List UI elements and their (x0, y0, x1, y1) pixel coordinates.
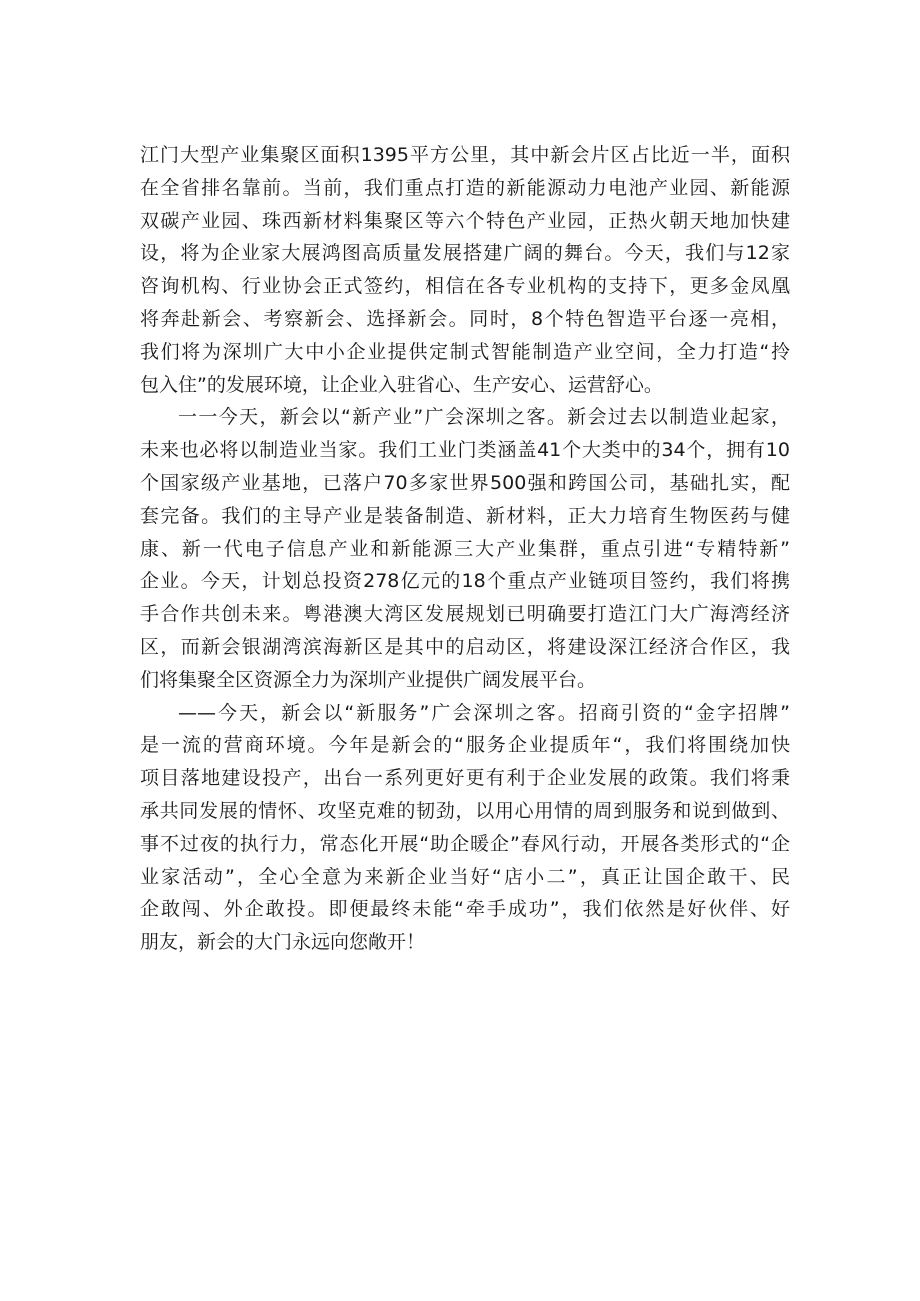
text-line: 包入住”的发展环境，让企业入驻省心、生产安心、运营舒心。 (140, 373, 663, 396)
text-line: 将奔赴新会、考察新会、选择新会。同时，8个特色智造平台逐一亮相， (140, 307, 790, 330)
paragraph-3 (140, 697, 790, 959)
text-line: 承共同发展的情怀、攻坚克难的韧劲，以用心用情的周到服务和说到做到、 (140, 799, 790, 822)
text-line: 双碳产业园、珠西新材料集聚区等六个特色产业园，正热火朝天地加快建 (140, 209, 790, 232)
text-line: 朋友，新会的大门永远向您敞开！ (140, 931, 426, 954)
text-line: 在全省排名靠前。当前，我们重点打造的新能源动力电池产业园、新能源 (140, 176, 790, 199)
paragraph-2 (140, 401, 790, 696)
text-line: 设，将为企业家大展鸿图高质量发展搭建广阔的舞台。今天，我们与12家 (140, 242, 790, 265)
text-line: 江门大型产业集聚区面积1395平方公里，其中新会片区占比近一半，面积 (140, 144, 790, 166)
text-line: 未来也必将以制造业当家。我们工业门类涵盖41个大类中的34个，拥有10 (140, 439, 790, 462)
text-line: 个国家级产业基地，已落户70多家世界500强和跨国公司，基础扎实，配 (140, 471, 790, 494)
text-line: 事不过夜的执行力，常态化开展“助企暖企”春风行动，开展各类形式的“企 (140, 832, 790, 855)
text-line: 手合作共创未来。粤港澳大湾区发展规划已明确要打造江门大广海湾经济 (140, 603, 790, 626)
text-line: 是一流的营商环境。今年是新会的“服务企业提质年“，我们将围绕加快 (140, 734, 790, 757)
text-line: 康、新一代电子信息产业和新能源三大产业集群，重点引进“专精特新” (140, 537, 790, 560)
text-line: 项目落地建设投产，出台一系列更好更有利于企业发展的政策。我们将秉 (140, 767, 790, 790)
text-line: 区，而新会银湖湾滨海新区是其中的启动区，将建设深江经济合作区，我 (140, 635, 790, 658)
text-line: 我们将为深圳广大中小企业提供定制式智能制造产业空间，全力打造“拎 (140, 340, 790, 363)
text-line: 咨询机构、行业协会正式签约，相信在各专业机构的支持下，更多金凤凰 (140, 275, 790, 298)
document-body (140, 139, 790, 959)
text-line: 企敢闯、外企敢投。即便最终未能“牵手成功”，我们依然是好伙伴、好 (140, 898, 790, 921)
paragraph-1 (140, 139, 790, 401)
text-line: 套完备。我们的主导产业是装备制造、新材料，正大力培育生物医药与健 (140, 504, 790, 527)
text-line: 业家活动”，全心全意为来新企业当好“店小二”，真正让国企敢干、民 (140, 865, 790, 888)
text-line: 一一今天，新会以“新产业”广会深圳之客。新会过去以制造业起家， (178, 406, 790, 429)
text-line: 企业。今天，计划总投资278亿元的18个重点产业链项目签约，我们将携 (140, 570, 790, 593)
text-line: 们将集聚全区资源全力为深圳产业提供广阔发展平台。 (140, 668, 597, 691)
text-line: ——今天，新会以“新服务”广会深圳之客。招商引资的“金字招牌” (178, 701, 790, 724)
